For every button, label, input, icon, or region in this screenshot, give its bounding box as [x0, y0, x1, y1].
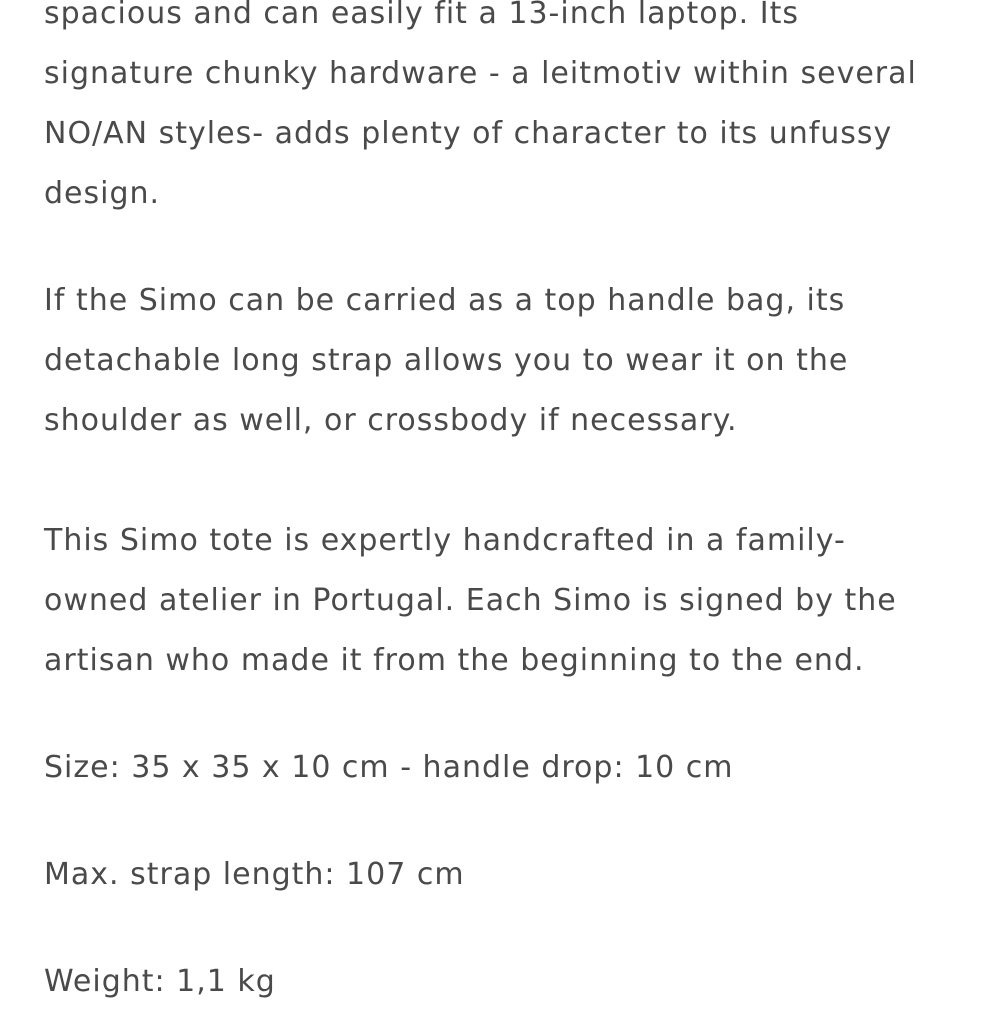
weight-spec	[44, 952, 974, 1012]
description-paragraph-strap	[44, 271, 974, 451]
text-line: This Simo tote is expertly handcrafted in a family-	[44, 523, 846, 558]
weight-text: Weight: 1,1 kg	[44, 964, 276, 999]
text-line: signature chunky hardware - a leitmotiv within several	[44, 56, 917, 91]
text-line: owned atelier in Portugal. Each Simo is signed by the	[44, 583, 897, 618]
size-spec	[44, 738, 974, 798]
text-line: spacious and can easily fit a 13-inch laptop. Its	[44, 0, 799, 31]
description-paragraph-laptop	[44, 0, 974, 224]
strap-length-text: Max. strap length: 107 cm	[44, 857, 465, 892]
text-line: If the Simo can be carried as a top handle bag, its	[44, 283, 846, 318]
text-line: NO/AN styles- adds plenty of character to its unfussy	[44, 116, 893, 151]
text-line: artisan who made it from the beginning to the end.	[44, 643, 865, 678]
strap-length-spec	[44, 845, 974, 905]
description-paragraph-craftsmanship	[44, 511, 974, 691]
product-description	[44, 0, 974, 1012]
text-line: design.	[44, 176, 161, 211]
size-text: Size: 35 x 35 x 10 cm - handle drop: 10 cm	[44, 750, 734, 785]
text-line: detachable long strap allows you to wear it on the	[44, 343, 849, 378]
text-line: shoulder as well, or crossbody if necessary.	[44, 403, 738, 438]
